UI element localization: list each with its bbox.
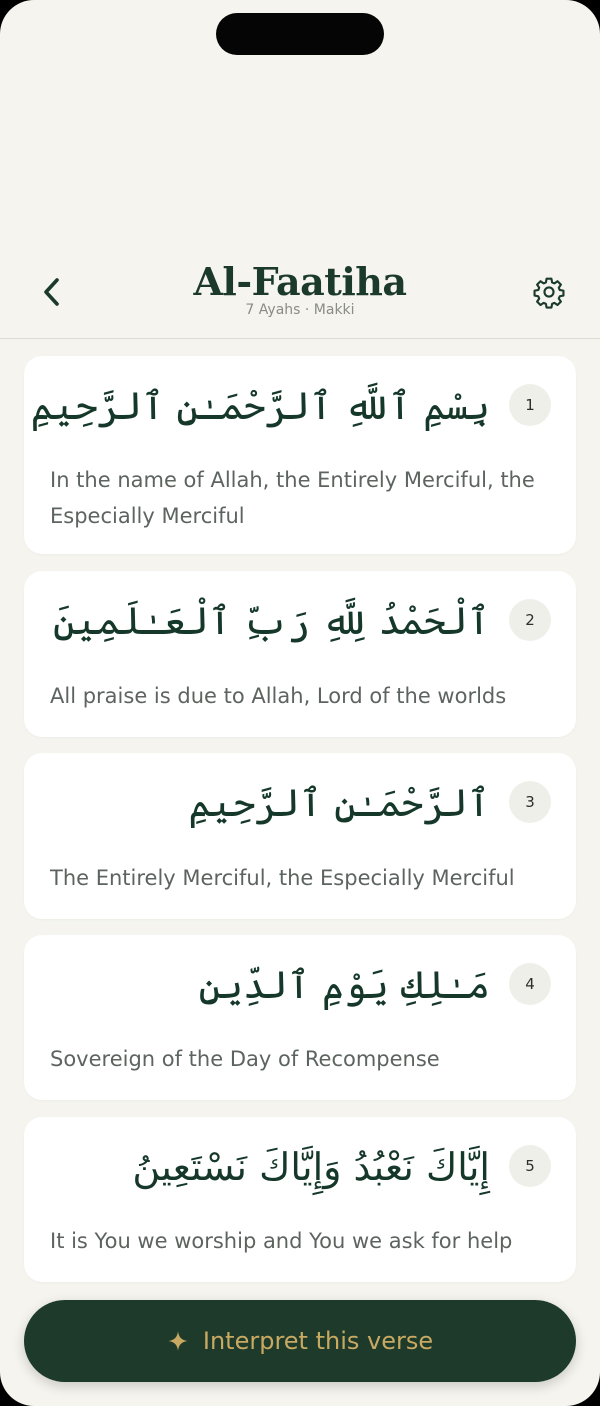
verse-card[interactable] bbox=[24, 753, 576, 919]
verse-number-badge: 2 bbox=[509, 599, 551, 641]
verse-card[interactable] bbox=[24, 356, 576, 554]
verse-card[interactable] bbox=[24, 571, 576, 737]
gear-icon bbox=[532, 275, 566, 309]
translation-text: Sovereign of the Day of Recompense bbox=[50, 1047, 440, 1071]
interpret-verse-button[interactable] bbox=[24, 1300, 576, 1382]
surah-meta: 7 Ayahs · Makki bbox=[245, 302, 355, 318]
translation-text: The Entirely Merciful, the Especially Merciful bbox=[50, 866, 515, 890]
arabic-text: ٱلْحَمْدُ لِلَّهِ رَبِّ ٱلْعَـٰلَمِينَ bbox=[52, 599, 490, 643]
arabic-text: ٱلرَّحْمَـٰنِ ٱلرَّحِيمِ bbox=[188, 781, 490, 825]
interpret-verse-label: Interpret this verse bbox=[202, 1327, 434, 1355]
verse-card[interactable] bbox=[24, 935, 576, 1100]
verse-number-badge: 4 bbox=[509, 963, 551, 1005]
surah-header bbox=[0, 250, 600, 339]
camera-notch bbox=[216, 13, 384, 55]
verse-card[interactable] bbox=[24, 1117, 576, 1282]
sparkle-icon bbox=[167, 1330, 189, 1352]
verse-number-badge: 1 bbox=[509, 384, 551, 426]
translation-text: In the name of Allah, the Entirely Merciful, the Especially Merciful bbox=[50, 468, 535, 528]
verse-number-badge: 5 bbox=[509, 1145, 551, 1187]
arabic-text: بِسْمِ ٱللَّهِ ٱلرَّحْمَـٰنِ ٱلرَّحِيمِ bbox=[30, 384, 490, 428]
settings-button[interactable] bbox=[526, 270, 572, 314]
page-title: Al-Faatiha bbox=[193, 259, 407, 304]
arabic-text: مَـٰلِكِ يَوْمِ ٱلدِّينِ bbox=[198, 963, 490, 1007]
translation-text: It is You we worship and You we ask for help bbox=[50, 1229, 513, 1253]
translation-text: All praise is due to Allah, Lord of the worlds bbox=[50, 684, 507, 708]
verse-number-badge: 3 bbox=[509, 781, 551, 823]
arabic-text: إِيَّاكَ نَعْبُدُ وَإِيَّاكَ نَسْتَعِينُ bbox=[132, 1145, 490, 1189]
